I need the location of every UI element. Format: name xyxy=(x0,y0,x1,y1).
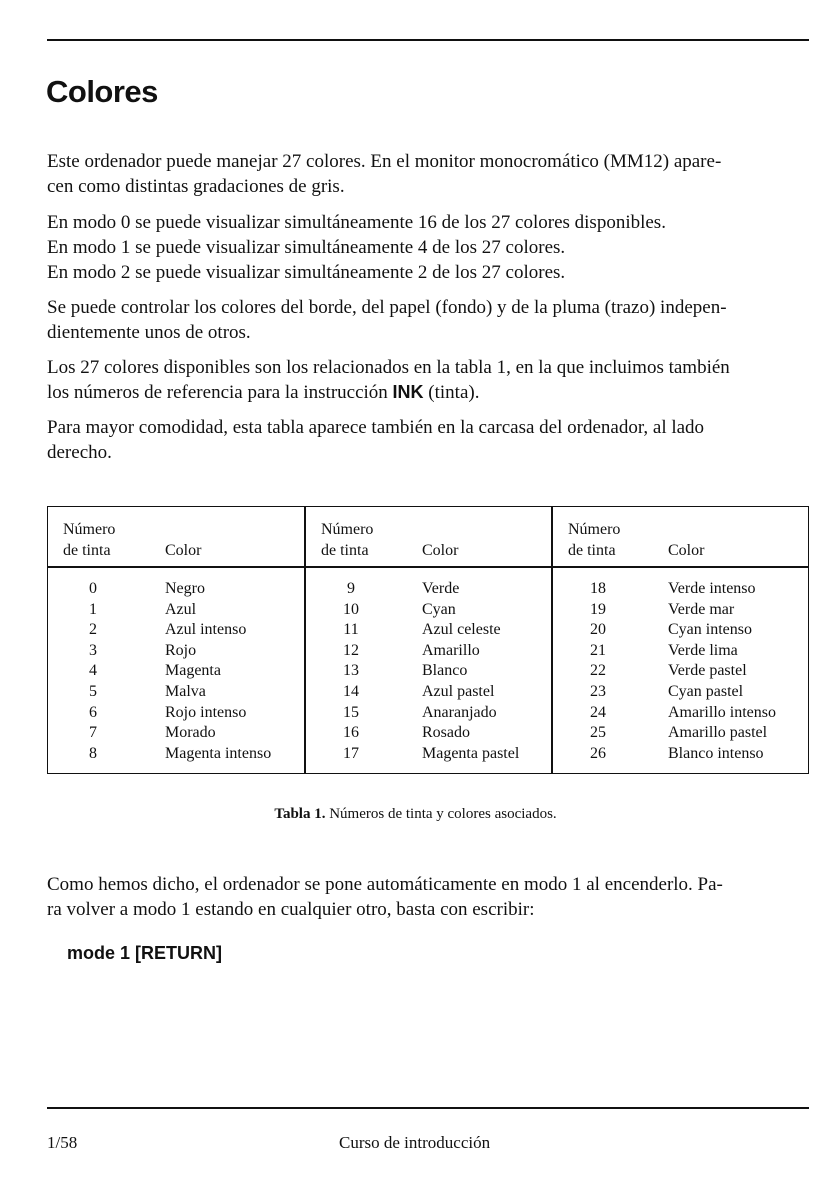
ink-number: 8 xyxy=(89,744,97,762)
ink-number: 9 xyxy=(347,580,355,597)
text-segment: (tinta). xyxy=(423,382,480,403)
color-name: Malva xyxy=(165,682,206,700)
ink-number: 17 xyxy=(343,744,359,762)
page-number: 1/58 xyxy=(47,1133,78,1152)
ink-number: 3 xyxy=(89,641,97,659)
color-name: Negro xyxy=(165,580,205,597)
color-name: Amarillo intenso xyxy=(668,703,776,721)
ink-number: 7 xyxy=(89,724,97,742)
paragraph-intro xyxy=(47,149,812,199)
text-line: En modo 0 se puede visualizar simultáneamente 16 de los 27 colores disponibles. xyxy=(47,212,666,233)
color-name: Azul intenso xyxy=(165,621,247,639)
color-name: Amarillo pastel xyxy=(668,724,768,742)
ink-number: 1 xyxy=(89,600,97,618)
color-name: Verde lima xyxy=(668,641,738,659)
page-title: Colores xyxy=(46,74,158,109)
color-name: Blanco xyxy=(422,662,468,680)
ink-number: 21 xyxy=(590,641,606,659)
ink-number: 11 xyxy=(343,621,359,639)
header-ink-number xyxy=(63,519,115,561)
command-example: mode 1 [RETURN] xyxy=(67,943,223,963)
color-name: Cyan intenso xyxy=(668,621,752,639)
header-label: de tinta xyxy=(63,542,111,559)
color-name: Cyan pastel xyxy=(668,682,744,700)
text-line: En modo 1 se puede visualizar simultáneamente 4 de los 27 colores. xyxy=(47,237,566,258)
paragraph-border-paper xyxy=(47,295,812,345)
header-label: de tinta xyxy=(321,542,369,559)
table-caption xyxy=(0,806,831,823)
header-ink-number xyxy=(568,519,620,561)
ink-number: 23 xyxy=(590,682,606,700)
header-label: Número xyxy=(568,521,621,538)
ink-number: 13 xyxy=(343,662,359,680)
text-line: Como hemos dicho, el ordenador se pone automáticamente en modo 1 al encenderlo. Pa- xyxy=(47,874,723,895)
text-segment: los números de referencia para la instrucción xyxy=(47,382,393,403)
ink-keyword: INK xyxy=(392,382,424,402)
ink-number: 22 xyxy=(590,662,606,680)
color-name: Rojo xyxy=(165,641,197,659)
color-name: Magenta xyxy=(165,662,221,680)
header-color: Color xyxy=(165,542,202,559)
ink-number: 14 xyxy=(343,682,359,700)
caption-text: Números de tinta y colores asociados. xyxy=(329,806,557,822)
header-label: Número xyxy=(321,521,374,538)
ink-color-table xyxy=(47,506,809,774)
ink-number: 12 xyxy=(343,641,359,659)
header-label: Número xyxy=(63,521,116,538)
ink-number: 24 xyxy=(590,703,606,721)
color-name: Anaranjado xyxy=(422,703,497,721)
ink-number: 15 xyxy=(343,703,359,721)
text-line: dientemente unos de otros. xyxy=(47,322,251,343)
bottom-rule xyxy=(47,1107,809,1109)
color-name: Cyan xyxy=(422,600,456,618)
ink-number-column xyxy=(73,579,113,764)
text-line xyxy=(47,380,812,405)
color-name: Verde pastel xyxy=(668,662,747,680)
paragraph-mode-return xyxy=(47,872,812,922)
color-name: Magenta pastel xyxy=(422,744,520,762)
ink-number: 16 xyxy=(343,724,359,742)
text-line: cen como distintas gradaciones de gris. xyxy=(47,176,345,197)
color-name: Verde intenso xyxy=(668,580,756,597)
text-line: En modo 2 se puede visualizar simultáneamente 2 de los 27 colores. xyxy=(47,262,566,283)
caption-label: Tabla 1. xyxy=(274,806,326,822)
table-column-divider xyxy=(551,507,553,773)
table-column-divider xyxy=(304,507,306,773)
ink-number: 26 xyxy=(590,744,606,762)
text-line: Para mayor comodidad, esta tabla aparece también en la carcasa del ordenador, al lado xyxy=(47,417,705,438)
text-line: Se puede controlar los colores del borde, del papel (fondo) y de la pluma (trazo) indepen- xyxy=(47,297,727,318)
color-name: Magenta intenso xyxy=(165,744,272,762)
ink-number: 4 xyxy=(89,662,97,680)
text-line: Los 27 colores disponibles son los relacionados en la tabla 1, en la que incluimos también xyxy=(47,357,730,378)
color-name: Azul pastel xyxy=(422,682,495,700)
color-name: Rosado xyxy=(422,724,470,742)
color-name-column xyxy=(165,579,271,764)
text-line: ra volver a modo 1 estando en cualquier otro, basta con escribir: xyxy=(47,899,535,920)
paragraph-case-note xyxy=(47,415,812,465)
color-name: Azul celeste xyxy=(422,621,501,639)
table-header-divider xyxy=(48,566,808,568)
ink-number: 20 xyxy=(590,621,606,639)
top-rule xyxy=(47,39,809,41)
header-ink-number xyxy=(321,519,373,561)
color-name: Blanco intenso xyxy=(668,744,764,762)
color-name: Azul xyxy=(165,600,197,618)
header-label: de tinta xyxy=(568,542,616,559)
text-line: Este ordenador puede manejar 27 colores. En el monitor monocromático (MM12) apare- xyxy=(47,151,722,172)
color-name: Amarillo xyxy=(422,641,480,659)
color-name-column xyxy=(422,579,519,764)
ink-number: 6 xyxy=(89,703,97,721)
ink-number-column xyxy=(331,579,371,764)
ink-number: 5 xyxy=(89,682,97,700)
color-name-column xyxy=(668,579,776,764)
running-footer: Curso de introducción xyxy=(339,1133,491,1152)
color-name: Verde xyxy=(422,580,460,597)
header-color: Color xyxy=(422,542,459,559)
paragraph-table-ref xyxy=(47,355,812,405)
paragraph-modes xyxy=(47,210,812,285)
color-name: Verde mar xyxy=(668,600,735,618)
ink-number: 2 xyxy=(89,621,97,639)
ink-number: 25 xyxy=(590,724,606,742)
ink-number: 10 xyxy=(343,600,359,618)
color-name: Morado xyxy=(165,724,216,742)
ink-number-column xyxy=(578,579,618,764)
ink-number: 18 xyxy=(590,580,606,597)
text-line: derecho. xyxy=(47,442,112,463)
color-name: Rojo intenso xyxy=(165,703,247,721)
header-color: Color xyxy=(668,542,705,559)
ink-number: 19 xyxy=(590,600,606,618)
ink-number: 0 xyxy=(89,580,97,597)
